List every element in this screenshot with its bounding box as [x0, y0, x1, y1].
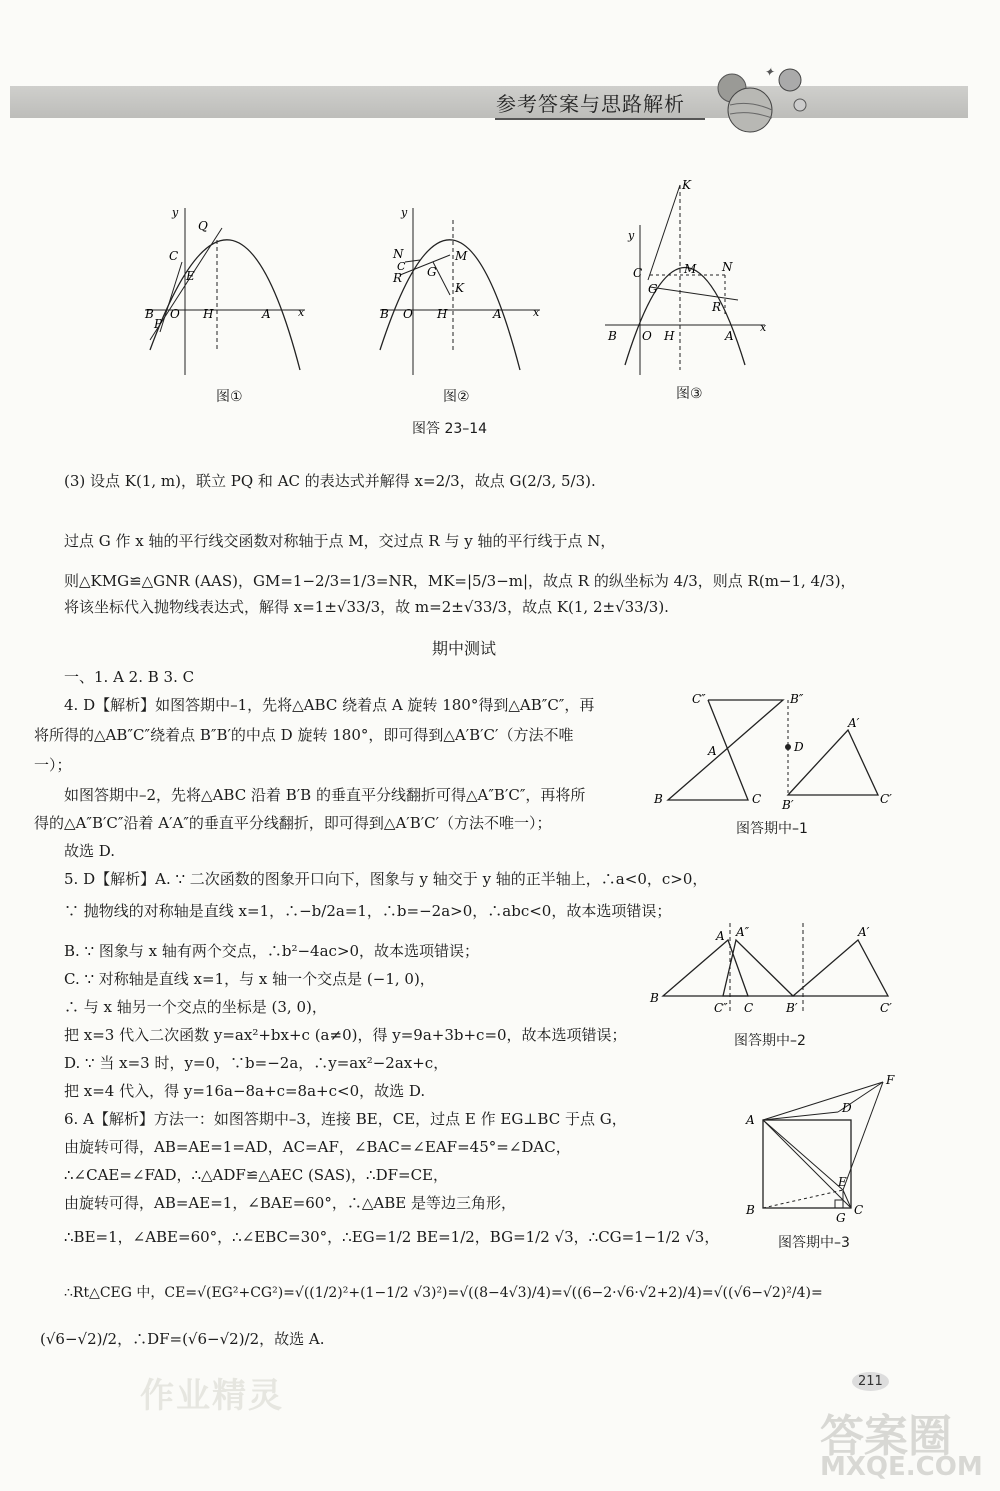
q6-line-e: ∴BE=1，∠ABE=60°，∴∠EBC=30°，∴EG=1/2 BE=1/2，BG=1/2 √3，∴CG=1−1/2 √3，	[64, 1228, 720, 1246]
svg-text:x: x	[760, 321, 767, 334]
svg-text:A: A	[708, 744, 717, 758]
svg-text:A: A	[725, 329, 734, 343]
q6-line-d: 由旋转可得，AB=AE=1，∠BAE=60°，∴△ABE 是等边三角形，	[64, 1194, 516, 1212]
svg-text:K: K	[682, 178, 691, 192]
watermark-left: 作业精灵	[140, 1376, 284, 1416]
svg-text:A: A	[493, 307, 502, 321]
svg-text:R: R	[712, 300, 722, 314]
part3-line-1: (3) 设点 K(1, m)，联立 PQ 和 AC 的表达式并解得 x=2/3，故点 G(2/3, 5/3).	[64, 472, 596, 490]
figure-midterm-3	[738, 1070, 898, 1225]
svg-text:D: D	[794, 740, 804, 754]
q5-line-c: B. ∵ 图象与 x 轴有两个交点，∴b²−4ac>0，故本选项错误；	[64, 942, 480, 960]
svg-text:N: N	[393, 247, 404, 261]
svg-text:B: B	[654, 792, 663, 806]
svg-text:y: y	[628, 229, 635, 242]
svg-text:y: y	[401, 206, 408, 219]
svg-text:H: H	[437, 307, 448, 321]
q5-line-a: 5. D【解析】A. ∵ 二次函数的图象开口向下，图象与 y 轴交于 y 轴的正半轴上，∴a<0，c>0，	[64, 870, 708, 888]
svg-text:A: A	[746, 1113, 755, 1127]
svg-text:B: B	[608, 329, 617, 343]
part3-line-4: 将该坐标代入抛物线表达式，解得 x=1±√33/3，故 m=2±√33/3，故点 K(1, 2±√33/3).	[64, 598, 669, 616]
svg-text:B: B	[145, 307, 154, 321]
q5-line-f: 把 x=3 代入二次函数 y=ax²+bx+c (a≠0)，得 y=9a+3b+c=0，故本选项错误；	[64, 1026, 627, 1044]
figure-midterm-2	[648, 918, 898, 1018]
svg-text:x: x	[298, 306, 305, 319]
q6-line-c: ∴∠CAE=∠FAD，∴△ADF≌△AEC (SAS)，∴DF=CE，	[64, 1166, 449, 1184]
q4-line-e: 得的△A″B′C″沿着 A′A″的垂直平分线翻折，即可得到△A′B′C′（方法不唯一）；	[34, 814, 552, 832]
svg-text:A: A	[262, 307, 271, 321]
svg-text:G: G	[836, 1211, 846, 1225]
svg-text:C′: C′	[880, 792, 892, 806]
svg-text:H: H	[664, 329, 675, 343]
planets-decoration-icon	[712, 60, 812, 140]
svg-text:B′: B′	[786, 1001, 798, 1015]
figure-3-label: 图③	[676, 386, 703, 402]
q6-line-a: 6. A【解析】方法一：如图答期中–3，连接 BE，CE，过点 E 作 EG⊥BC 于点 G，	[64, 1110, 627, 1128]
svg-text:F: F	[886, 1073, 895, 1087]
svg-text:G: G	[427, 265, 437, 279]
svg-text:C: C	[169, 249, 179, 263]
svg-text:C: C	[397, 260, 406, 273]
q5-line-b: ∵ 抛物线的对称轴是直线 x=1，∴−b/2a=1，∴b=−2a>0，∴abc<0，故本选项错误；	[64, 902, 672, 920]
q5-line-d: C. ∵ 对称轴是直线 x=1，与 x 轴一个交点是 (−1, 0)，	[64, 970, 435, 988]
svg-text:B: B	[380, 307, 389, 321]
q6-line-b: 由旋转可得，AB=AE=1=AD，AC=AF，∠BAC=∠EAF=45°=∠DAC，	[64, 1138, 571, 1156]
svg-text:E: E	[186, 269, 195, 283]
figure-2-parabola	[375, 200, 555, 385]
figure-midterm-1	[648, 685, 898, 810]
svg-text:y: y	[172, 206, 179, 219]
svg-text:B: B	[650, 991, 659, 1005]
figure-1-label: 图①	[216, 389, 243, 405]
part3-line-2: 过点 G 作 x 轴的平行线交函数对称轴于点 M，交过点 R 与 y 轴的平行线于点 N，	[64, 532, 616, 550]
svg-text:A′: A′	[848, 716, 860, 730]
svg-text:C: C	[633, 266, 643, 280]
header-band	[10, 86, 968, 118]
header-underline	[495, 118, 705, 120]
svg-text:M: M	[684, 262, 697, 276]
svg-text:C: C	[744, 1001, 754, 1015]
svg-text:K: K	[455, 281, 464, 295]
svg-text:x: x	[533, 306, 540, 319]
svg-text:C: C	[752, 792, 762, 806]
svg-text:R: R	[393, 271, 403, 285]
svg-text:P: P	[154, 317, 163, 331]
svg-text:C″: C″	[714, 1001, 728, 1015]
svg-text:O: O	[170, 307, 180, 321]
svg-text:N: N	[722, 260, 733, 274]
svg-text:B: B	[746, 1203, 755, 1217]
svg-text:E: E	[838, 1175, 847, 1189]
q6-line-f: ∴Rt△CEG 中，CE=√(EG²+CG²)=√((1/2)²+(1−1/2 √3)²)=√((8−4√3)/4)=√((6−2·√6·√2+2)/4)=√((√6−√2)²/4)=	[64, 1285, 823, 1301]
figure-midterm-2-caption: 图答期中–2	[734, 1033, 806, 1049]
svg-text:G: G	[648, 282, 658, 296]
figure-midterm-1-caption: 图答期中–1	[736, 821, 808, 837]
svg-text:C: C	[854, 1203, 864, 1217]
svg-text:O: O	[403, 307, 413, 321]
figure-3-parabola	[600, 175, 780, 385]
svg-text:B′: B′	[782, 798, 794, 810]
q5-line-h: 把 x=4 代入，得 y=16a−8a+c=8a+c<0，故选 D.	[64, 1082, 426, 1100]
svg-text:C″: C″	[692, 692, 706, 706]
q5-line-g: D. ∵ 当 x=3 时，y=0，∵b=−2a，∴y=ax²−2ax+c，	[64, 1054, 449, 1072]
page-header-title: 参考答案与思路解析	[496, 92, 685, 116]
svg-text:A: A	[716, 929, 725, 943]
answer-choices-1-3: 一、1. A 2. B 3. C	[64, 668, 195, 686]
svg-text:O: O	[642, 329, 652, 343]
svg-text:✦: ✦	[764, 65, 775, 79]
figure-caption: 图答 23–14	[412, 421, 488, 437]
svg-text:A′: A′	[858, 925, 870, 939]
section-title: 期中测试	[432, 639, 497, 658]
svg-text:M: M	[455, 249, 468, 263]
figure-1-parabola	[140, 200, 320, 385]
svg-text:H: H	[203, 307, 214, 321]
figure-midterm-3-caption: 图答期中–3	[778, 1235, 850, 1251]
watermark-url: MXQE.COM	[820, 1452, 983, 1482]
svg-text:Q: Q	[198, 219, 208, 233]
q4-line-b: 将所得的△AB″C″绕着点 B″B′的中点 D 旋转 180°，即可得到△A′B′C′（方法不唯	[34, 726, 574, 744]
q4-line-f: 故选 D.	[64, 842, 116, 860]
svg-text:B″: B″	[790, 692, 804, 706]
q4-line-a: 4. D【解析】如图答期中–1，先将△ABC 绕着点 A 旋转 180°得到△AB″C″，再	[64, 696, 595, 714]
q4-line-d: 如图答期中–2，先将△ABC 沿着 B′B 的垂直平分线翻折可得△A″B′C″，再将所	[64, 786, 586, 804]
svg-text:D: D	[842, 1101, 852, 1115]
figure-2-label: 图②	[443, 389, 470, 405]
page-number: 211	[852, 1372, 889, 1391]
svg-text:C′: C′	[880, 1001, 892, 1015]
q5-line-e: ∴ 与 x 轴另一个交点的坐标是 (3, 0)，	[64, 998, 327, 1016]
svg-text:A″: A″	[736, 925, 750, 939]
q4-line-c: 一）；	[34, 756, 72, 774]
watermark-right: 答案圈	[820, 1411, 952, 1462]
q6-line-g: (√6−√2)/2，∴DF=(√6−√2)/2，故选 A.	[40, 1330, 325, 1348]
part3-line-3: 则△KMG≌△GNR (AAS)，GM=1−2/3=1/3=NR，MK=|5/3−m|，故点 R 的纵坐标为 4/3，则点 R(m−1, 4/3)，	[64, 572, 856, 590]
